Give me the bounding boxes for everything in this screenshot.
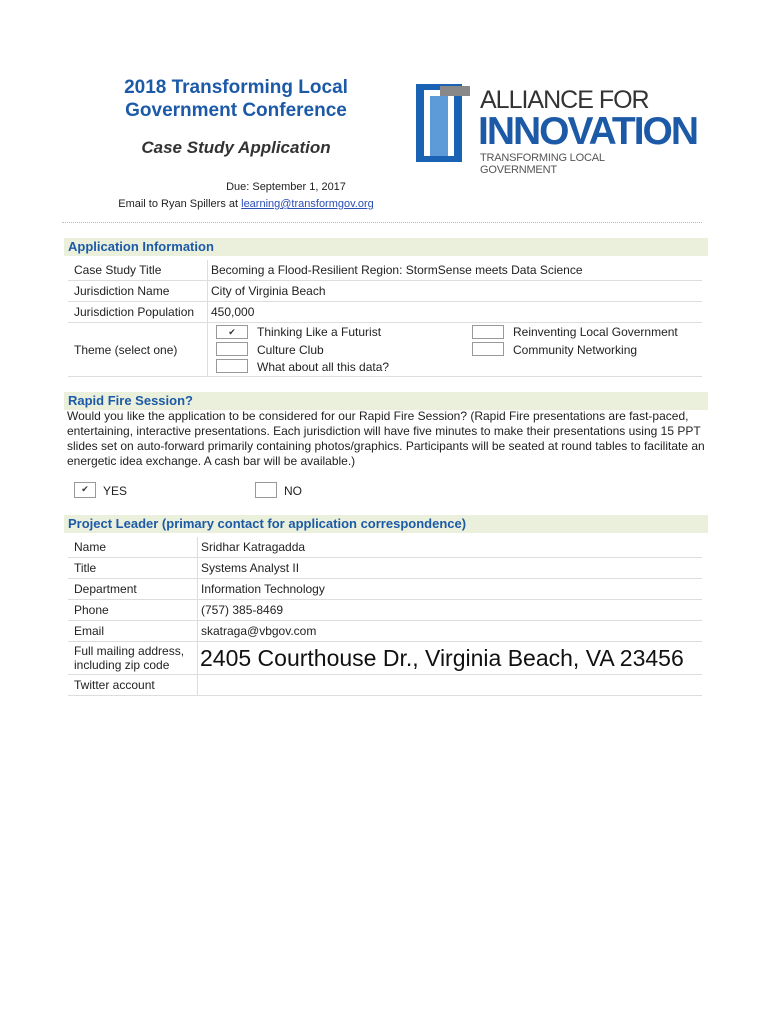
leader-title-label: Title [74, 561, 97, 575]
alliance-for-innovation-logo [416, 84, 698, 176]
jurisdiction-population-label: Jurisdiction Population [74, 305, 195, 319]
theme-culture-club-label: Culture Club [257, 343, 324, 357]
theme-networking-label: Community Networking [513, 343, 638, 357]
project-leader-heading: Project Leader (primary contact for application correspondence) [64, 515, 708, 533]
rapid-fire-heading: Rapid Fire Session? [64, 392, 708, 410]
leader-name-value[interactable]: Sridhar Katragadda [201, 540, 306, 554]
leader-department-row [68, 579, 702, 600]
leader-phone-value[interactable]: (757) 385-8469 [201, 603, 284, 617]
leader-address-label [74, 644, 184, 672]
address-label-line1: Full mailing address, [74, 644, 185, 658]
leader-twitter-row [68, 675, 702, 696]
theme-data-checkbox[interactable] [216, 359, 248, 373]
leader-email-value[interactable]: skatraga@vbgov.com [201, 624, 317, 638]
case-study-title-row [68, 260, 702, 281]
theme-reinventing-checkbox[interactable] [472, 325, 504, 339]
leader-name-label: Name [74, 540, 107, 554]
leader-twitter-label: Twitter account [74, 678, 155, 692]
logo-mark-accent [440, 86, 470, 96]
rapid-fire-no-label: NO [284, 484, 302, 498]
theme-label: Theme (select one) [74, 343, 178, 357]
rapid-fire-yes-label: YES [103, 484, 128, 498]
email-instruction-text: Email to Ryan Spillers at [118, 198, 242, 210]
case-study-title-label: Case Study Title [74, 263, 162, 277]
theme-reinventing-label: Reinventing Local Government [513, 325, 678, 339]
jurisdiction-population-row [68, 302, 702, 323]
rapid-fire-no-checkbox[interactable] [255, 482, 277, 498]
leader-title-value[interactable]: Systems Analyst II [201, 561, 300, 575]
theme-networking-checkbox[interactable] [472, 342, 504, 356]
rapid-fire-yes-checkbox[interactable]: ✔ [74, 482, 96, 498]
header-divider [62, 222, 702, 223]
logo-mark-bar [430, 96, 448, 156]
theme-futurist-label: Thinking Like a Futurist [257, 325, 382, 339]
logo-text-line2: INNOVATION [478, 110, 698, 153]
leader-title-row [68, 558, 702, 579]
due-date: Due: September 1, 2017 [226, 181, 346, 193]
rapid-fire-description: Would you like the application to be considered for our Rapid Fire Session? (Rapid Fire presentations are fast-paced, entertaining, interactive presentations. Each jurisdiction will have five minutes to make their presentations using 15 PPT slides set on auto-forward primarily containing photos/graphics. Participants will be seated at round tables to facilitate an energetic idea exchange. A cash bar will be available.) [67, 409, 705, 468]
theme-futurist-checkbox[interactable]: ✔ [216, 325, 248, 339]
email-link[interactable]: learning@transformgov.org [241, 198, 374, 210]
leader-address-value[interactable]: 2405 Courthouse Dr., Virginia Beach, VA 23456 [200, 645, 684, 671]
leader-column-divider [197, 537, 198, 695]
leader-email-label: Email [74, 624, 105, 638]
jurisdiction-name-value[interactable]: City of Virginia Beach [211, 284, 326, 298]
leader-department-value[interactable]: Information Technology [201, 582, 325, 596]
address-label-line2: including zip code [74, 658, 170, 672]
form-subtitle: Case Study Application [141, 138, 331, 157]
jurisdiction-name-label: Jurisdiction Name [74, 284, 170, 298]
leader-phone-row [68, 600, 702, 621]
application-info-heading: Application Information [64, 238, 708, 256]
theme-culture-club-checkbox[interactable] [216, 342, 248, 356]
leader-department-label: Department [74, 582, 137, 596]
case-study-title-value[interactable]: Becoming a Flood-Resilient Region: StormSense meets Data Science [211, 263, 583, 277]
conference-title: 2018 Transforming Local Government Conference [124, 77, 348, 121]
leader-email-row [68, 621, 702, 642]
email-instruction [60, 198, 432, 210]
theme-data-label: What about all this data? [257, 360, 390, 374]
logo-text-line1: ALLIANCE FOR [480, 86, 649, 114]
leader-phone-label: Phone [74, 603, 109, 617]
leader-name-row [68, 537, 702, 558]
jurisdiction-name-row [68, 281, 702, 302]
logo-text-line3: TRANSFORMING LOCAL GOVERNMENT [480, 152, 605, 176]
jurisdiction-population-value[interactable]: 450,000 [211, 305, 255, 319]
